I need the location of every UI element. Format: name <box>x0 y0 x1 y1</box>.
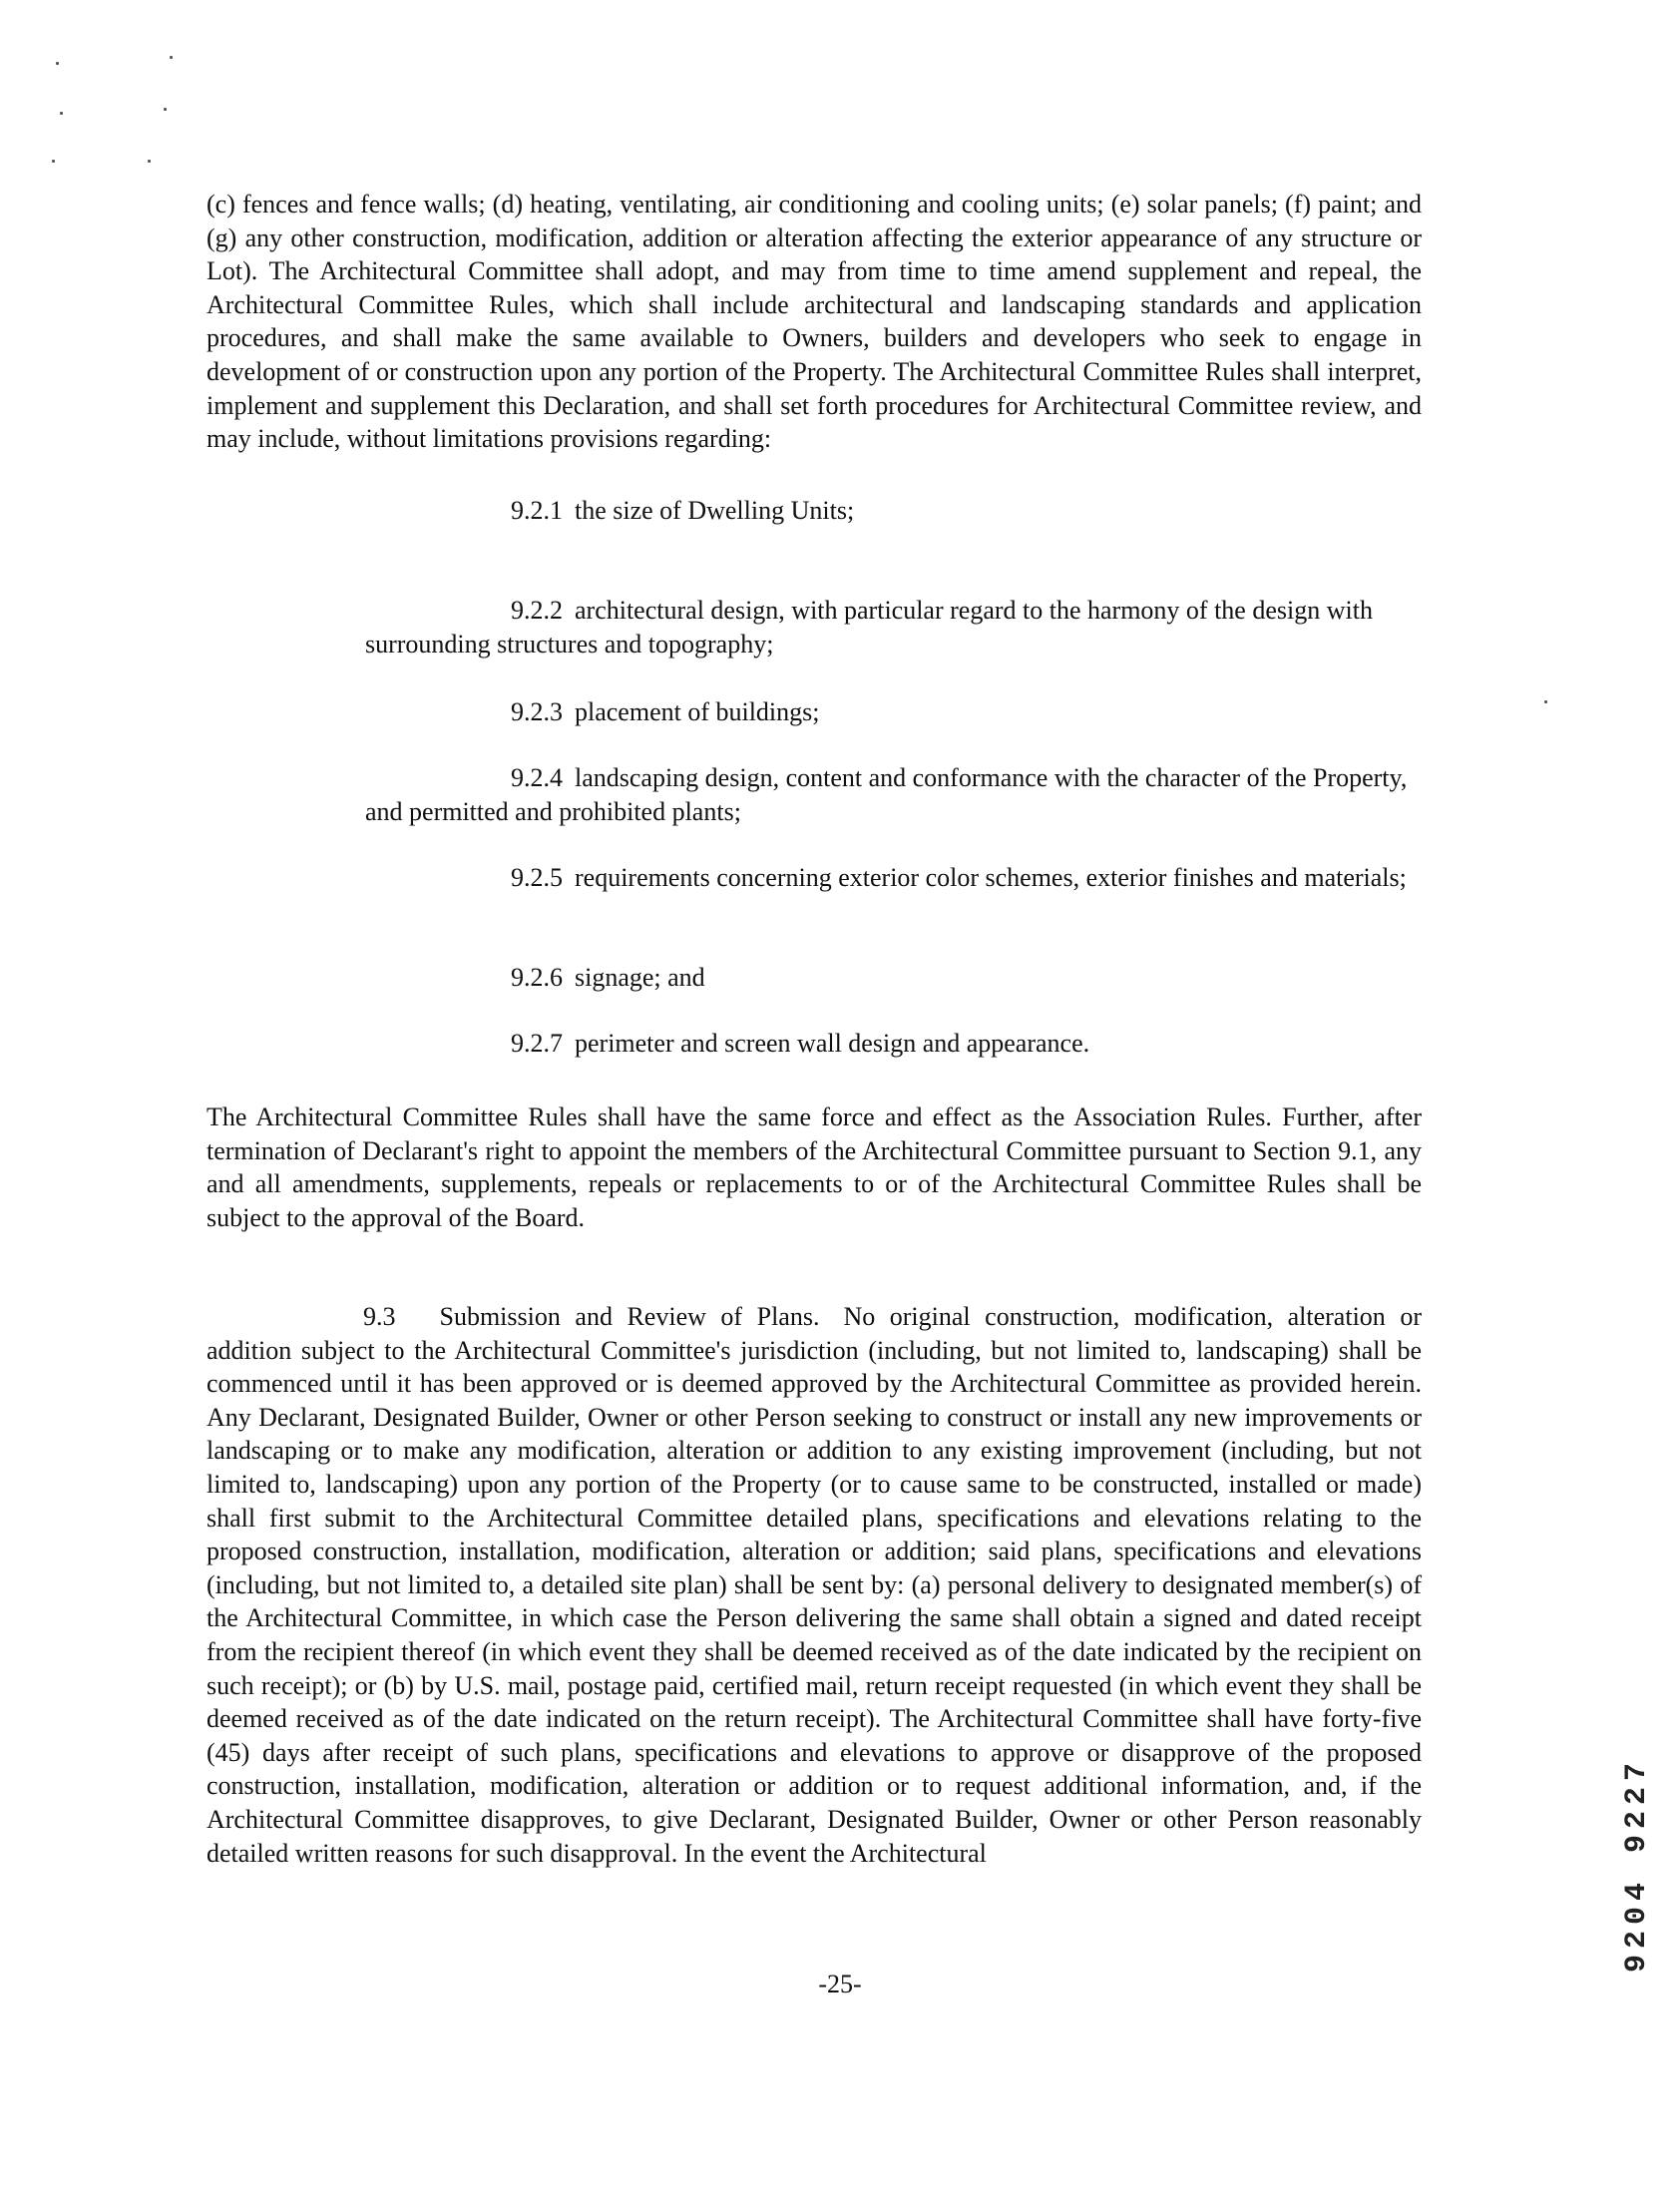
rules-paragraph: The Architectural Committee Rules shall have the same force and effect as the Association Rules. Further, after termination of Declarant's right to appoint the members of the Architectural Committee pursuant to Section 9.1, any and all amendments, supplements, repeals or replacements to or of the Architectural Committee Rules shall be subject to the approval of the Board. <box>207 1103 1422 1232</box>
list-item-text: requirements concerning exterior color schemes, exterior finishes and materials; <box>575 863 1407 892</box>
list-item-text: architectural design, with particular regard to the harmony of the design with surrounding structures and topography; <box>365 596 1373 659</box>
list-item-text: landscaping design, content and conformance with the character of the Property, and permitted and prohibited plants; <box>365 763 1408 826</box>
margin-stamp <box>1622 1593 1652 1973</box>
list-item <box>365 861 1423 895</box>
scan-speck <box>56 62 59 65</box>
scan-speck <box>52 160 55 163</box>
section-body: No original construction, modification, alteration or addition subject to the Architectural Committee's jurisdiction (including, but not limited to, landscaping) shall be commenced until it has been approved or is deemed approved by the Architectural Committee as provided herein. Any Declarant, Designated Builder, Owner or other Person seeking to construct or install any new improvements or landscaping or to make any modification, alteration or addition to any existing improvement (including, but not limited to, landscaping) upon any portion of the Property (or to cause same to be constructed, installed or made) shall first submit to the Architectural Committee detailed plans, specifications and elevations relating to the proposed construction, installation, modification, alteration or addition; said plans, specifications and elevations (including, but not limited to, a detailed site plan) shall be sent by: (a) personal delivery to designated member(s) of the Architectural Committee, in which case the Person delivering the same shall obtain a signed and dated receipt from the recipient thereof (in which event they shall be deemed received as of the date indicated by the recipient on such receipt); or (b) by U.S. mail, postage paid, certified mail, return receipt requested (in which event they shall be deemed received as of the date indicated on the return receipt). The Architectural Committee shall have forty-five (45) days after receipt of such plans, specifications and elevations to approve or disapprove of the proposed construction, installation, modification, alteration or addition or to request additional information, and, if the Architectural Committee disapproves, to give Declarant, Designated Builder, Owner or other Person reasonably detailed written reasons for such disapproval. In the event the Architectural <box>207 1302 1422 1868</box>
list-item <box>365 695 1423 729</box>
list-item-number: 9.2.7 <box>511 1029 563 1058</box>
list-item-text: the size of Dwelling Units; <box>575 496 855 525</box>
scan-speck <box>1544 700 1547 703</box>
margin-stamp-text: 9204 9227 <box>1620 1756 1654 1973</box>
list-item <box>365 761 1423 828</box>
scan-speck <box>148 160 151 163</box>
list-item <box>365 594 1423 661</box>
scan-speck <box>170 56 173 59</box>
list-item-number: 9.2.2 <box>511 596 563 625</box>
list-item-number: 9.2.6 <box>511 963 563 992</box>
page-number: -25- <box>818 1970 862 1998</box>
section-heading: Submission and Review of Plans. <box>439 1302 820 1331</box>
section-number: 9.3 <box>363 1302 396 1331</box>
list-item-text: perimeter and screen wall design and appearance. <box>575 1029 1090 1058</box>
list-item-text: placement of buildings; <box>575 697 820 726</box>
list-item-number: 9.2.3 <box>511 697 563 726</box>
list-item <box>365 494 1423 528</box>
intro-paragraph: (c) fences and fence walls; (d) heating, ventilating, air conditioning and cooling units; (e) solar panels; (f) paint; and (g) any other construction, modification, addition or alteration affecting the exterior appearance of any structure or Lot). The Architectural Committee shall adopt, and may from time to time amend supplement and repeal, the Architectural Committee Rules, which shall include architectural and landscaping standards and application procedures, and shall make the same available to Owners, builders and developers who seek to engage in development of or construction upon any portion of the Property. The Architectural Committee Rules shall interpret, implement and supplement this Declaration, and shall set forth procedures for Architectural Committee review, and may include, without limitations provisions regarding: <box>207 190 1422 454</box>
list-item <box>365 1027 1423 1061</box>
scan-speck <box>164 108 167 111</box>
list-item-text: signage; and <box>575 963 705 992</box>
section-9-3-paragraph <box>207 1300 1422 1870</box>
list-item-number: 9.2.1 <box>511 496 563 525</box>
list-item-number: 9.2.5 <box>511 863 563 892</box>
scan-speck <box>60 112 63 115</box>
list-item <box>365 961 1423 995</box>
list-item-number: 9.2.4 <box>511 763 563 792</box>
